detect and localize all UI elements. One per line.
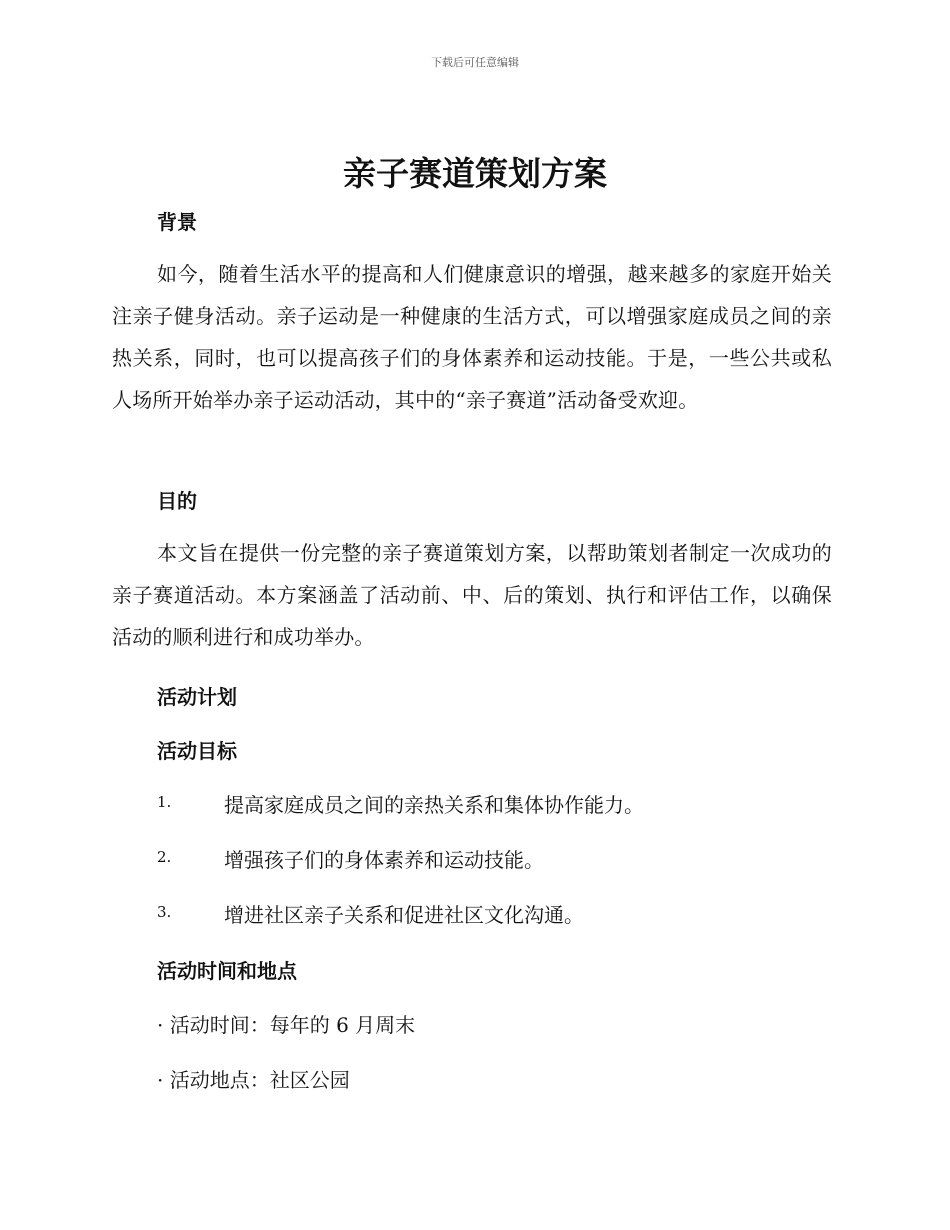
header-note: 下载后可任意编辑	[431, 56, 519, 69]
heading-activity-plan: 活动计划	[157, 685, 237, 709]
document-title: 亲子赛道策划方案	[343, 154, 607, 193]
paragraph-purpose: 本文旨在提供一份完整的亲子赛道策划方案，以帮助策划者制定一次成功的亲子赛道活动。本方案涵盖了活动前、中、后的策划、执行和评估工作，以确保活动的顺利进行和成功举办。	[112, 541, 832, 649]
heading-purpose: 目的	[157, 489, 197, 513]
list-item: 增强孩子们的身体素养和运动技能。	[224, 848, 544, 872]
heading-background: 背景	[157, 210, 197, 234]
bullet-item: · 活动时间：每年的 6 月周末	[157, 1013, 416, 1037]
list-item-number: 2.	[157, 848, 172, 866]
list-item-number: 1.	[157, 793, 172, 811]
paragraph-background: 如今，随着生活水平的提高和人们健康意识的增强，越来越多的家庭开始关注亲子健身活动。亲子运动是一种健康的生活方式，可以增强家庭成员之间的亲热关系，同时，也可以提高孩子们的身体素养和运动技能。于是，一些公共或私人场所开始举办亲子运动活动，其中的“亲子赛道”活动备受欢迎。	[112, 262, 832, 412]
bullet-item: · 活动地点：社区公园	[157, 1068, 350, 1092]
list-item-number: 3.	[157, 903, 172, 921]
heading-activity-goals: 活动目标	[157, 739, 237, 763]
list-item: 增进社区亲子关系和促进社区文化沟通。	[224, 903, 584, 927]
heading-time-place: 活动时间和地点	[157, 959, 297, 983]
list-item: 提高家庭成员之间的亲热关系和集体协作能力。	[224, 793, 644, 817]
